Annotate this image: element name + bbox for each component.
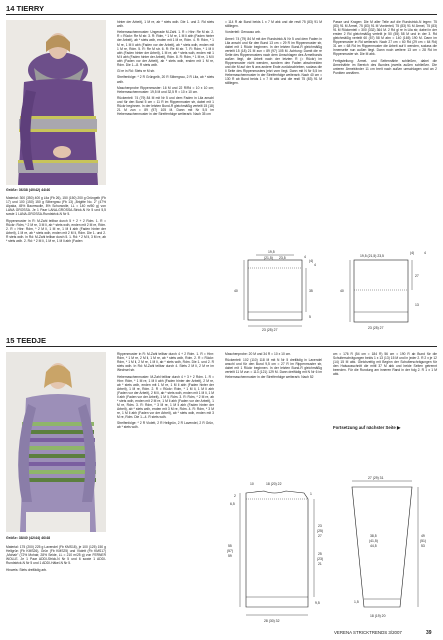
dim-label: 55	[228, 544, 232, 548]
paragraph: Rückenteil: 74 (79) 84 M mit Nr 5 und dem Faden in Lila anschl und für den Bund 5 cm = 11 R im Rippenmuster str, dabei mit 1 Rückr beginnen. In der letzten Bund-R gleichmäßig verteilt 15 (18) 21 M zun = 89 (97) 105 M. Dann mit Nr 5,5 im Hebemaschenmuster in der Streifenfolge weiterarb. Nach 35 cm	[117, 96, 214, 117]
paragraph: Maschenprobe: 20 M und 34 R = 10 x 10 cm.	[225, 352, 292, 356]
paragraph: Streifenfolge: * 2 R Violett, 2 R Hellgrün, 2 R Lavendel, 2 R Grün, ab * stets wdh.	[117, 421, 214, 430]
text-column-tierry-1	[6, 196, 106, 245]
dim-label: 23	[318, 524, 322, 528]
dim-label: (51)	[420, 539, 427, 543]
dim-label: 13	[415, 303, 419, 307]
text-column-teedje-4	[333, 352, 437, 379]
dim-label: 6,5	[230, 502, 235, 506]
schematic-tierry-sleeve	[334, 250, 434, 332]
paragraph: Hinweis: Stets dreifädig arb.	[6, 567, 48, 572]
paragraph: cm = 176 R (54 cm = 184 R) 56 cm = 190 R ab Bund für die Schulterschrägungen beids 1 x 13 (13) 15 M und in jeder 2. R 2 x je 12 (14) 15 M abk. Gleichzeitig mit Beginn der Schulterschrägungen für den Halsausschnitt die mittl 37 M abk und beide Seiten getrennt beenden. Für die Rundung am inneren Rand in der folg 2. R 1 x 1 M abk.	[333, 352, 437, 377]
paragraph: Ärmel: 74 (79) 84 M mit der Rundstrick-N Nr 5 und dem Faden in Lila anschl und für den Bund 13 cm = 29 R im Rippenmuster str, dabei mit 1 Rückr beginnen. In der letzten Bund-R gleichmäßig verteilt 15 (18) 21 M zun = 89 (97) 105 M. Achtung: Damit die re Seite des Rippenmusters nach dem Umschlagen des Ärmelbunds außen liegt, die Arbeit nach der letzten R (= Rückr) im Rippenmuster nicht wenden, sondern den Faden abschneiden und die M auf der N ans andere Ende zurückschieben, sodass die li Seite des Rippenmusters jetzt vorn liegt. Dann mit N Nr 5,5 im Hebemaschenmuster in der Streifenfolge weiterarb. Nach 40 cm = 130 R ab Bund beids 1 x 7 M abk und die restl 75 (83) 91 M stilllegen.	[225, 36, 322, 86]
paragraph: Passe und Kragen: Die M aller Teile auf die Rundstrick-N legen: 75 (83) 91 M Ärmel, 75 (83) 91 M Vorderteil, 75 (83) 91 M Ärmel, 75 (83) 91 M Rückenteil = 300 (332) 364 M. 2 Rd gl re in Lila str, dabei in der ersten 2 Rd gleichmäßig verteilt je 50 (55) 58 M und in der 3. Rd gleichmäßig verteilt 60 (57) 58 M abn = 140 (165) 190 M. Dann im Rippenmuster in Rd weiterarb. Nach 27 cm = 60 Rd (29 cm = 64 Rd) 31 cm = 68 Rd im Rippenmuster die Arbeit auf li wenden, sodass die Innenseite nun außen liegt. Dann noch weitere 13 cm = 28 Rd im Rippenmuster str. Die M abk.	[333, 20, 437, 57]
paragraph: Hebemaschenmuster: Ungerade M-Zahl. 1. R = Hinr: Re M str. 2. R = Rückr: Re M str. 3. R: Rdm, * 1 M re, 1 M li abh (Faden hinter der Arbeit), ab * stets wdh, enden mit 1 M re, Rdm. 4. R: Rdm, * 1 M re, 1 M li abh (Faden vor der Arbeit), ab * stets wdh, enden mit 1 M re, Rdm. 5. R: Re M str. 6. R: Re M str. 7. R: Rdm, * 1 M li abh (Faden hinter der Arbeit), 1 M re, ab * stets wdh, enden mit 1 M li abh (Faden hinter der Arbeit), Rdm. 8. R: Rdm, * 1 M re, 1 M li abh (Faden vor der Arbeit), ab * stets wdh, enden mit 1 M re, Rdm. Die 1.–8. R stets wdh.	[117, 30, 214, 67]
dim-label: 19,5 (21,5) 23,5	[360, 254, 384, 258]
text-column-teedje-2	[117, 352, 214, 432]
dim-label: 53	[421, 544, 425, 548]
dim-label: 19,5	[268, 250, 275, 254]
dim-label: 9,5	[315, 601, 320, 605]
schematic-teedje-body	[226, 475, 332, 625]
dim-label: 1	[310, 492, 312, 496]
dim-label: 21	[318, 562, 322, 566]
text-column-tierry-4	[333, 20, 437, 77]
paragraph: Streifenfolge: * 2 R Grüngelb, 20 R Silbergrau, 2 R Lila, ab * stets wdh.	[117, 75, 214, 84]
dim-label: 5	[309, 315, 311, 319]
dim-label: (4)	[410, 251, 415, 255]
dim-label: 40	[340, 289, 344, 293]
paragraph: Maschenprobe Rippenmuster: 16 M und 22 R/Rd = 10 x 10 cm; Hebemaschenmuster: 19,5 M und 32,5 R = 10 x 10 cm.	[117, 85, 214, 94]
size-label-teedje: Größe: 38/40 (42/44) 46/48	[6, 536, 51, 540]
model-photo-tierry	[6, 20, 106, 185]
model-photo-teedje	[6, 352, 106, 532]
dim-label: 38,5	[370, 534, 377, 538]
size-label-tierry: Größe: 36/38 (40/42) 44/46	[6, 188, 51, 192]
paragraph: Vorderteil: Genauso arb.	[225, 30, 261, 35]
paragraph: Fertigstellung: Ärmel- und Seitennähte schließen, dabei die Ärmelnähte im Bereich des Bundes jeweils außen schließen. Die unteren Ärmelränder 11 cm breit nach außen umschlagen und an 2 Punkten annähen.	[333, 58, 437, 75]
dim-label: 4	[304, 255, 306, 259]
paragraph: Gl re in Rd: Stets re M str.	[117, 69, 155, 74]
paragraph: Hebemaschenmuster: M-Zahl teilbar durch 4 + 3 + 2 Rdm. 1. R = Hinr: Rdm, * 1 M re, 1 M li abh (Faden hinter der Arbeit), 2 M re, ab * stets wdh, enden mit 1 M re, 1 M li abh (Faden hinter der Arbeit), 1 M re, Rdm. 2. R = Rückr: Rdm, * 1 M li, 1 M li abh (Faden vor der Arbeit), 2 M li, ab * stets wdh, enden mit 1 M li, 1 M li abh (Faden vor der Arbeit), 1 M li, Rdm. 3. R: Rdm, * 2 M re, ab * stets wdh, enden mit 2 M re, 1 M li abh (Faden vor der Arbeit), 1 M re, Rdm. 3. R: Rdm, * 3 M re, 1 M li abh (Faden hinter der Arbeit), ab * stets wdh, enden mit 3 M re, Rdm. 4. R: Rdm, * 3 M re, 1 M li abh (Faden vor der Arbeit), ab * stets wdh, enden mit 3 M re, Rdm. Die 1.–4. R stets wdh.	[117, 374, 214, 419]
dim-label: 18 (19) 20	[370, 614, 386, 618]
dim-label: 18 (20) 22	[266, 482, 282, 486]
dim-label: (57)	[227, 549, 234, 553]
dim-label: 28 (30) 32	[264, 619, 280, 623]
dim-label: 40	[234, 289, 238, 293]
footer-magazine: VERENA STRICKTRENDS 3/2007	[334, 630, 402, 635]
paragraph: Material: 300 (350) 400 g Lila (Fb 26), 150 (150) 200 g Grüngelb (Fb 17) und 100 (150) 150 g Silbergrau (Fb 13) „Brigitte No. 2" (47% Alpaka, 45% Baumwolle, 8% Schurwolle, LL = 140 m/50 g) von LANA GROSSA. Je 1 Paar LANA-GROSSA-Strick-N Nr 5 und 5,5 sowie 1 LANA-GROSSA-Rundstrick-N Nr 5.	[6, 196, 106, 217]
schematic-teedje-sleeve	[334, 475, 436, 625]
dim-label: 23,5	[279, 256, 286, 260]
page-number: 39	[426, 630, 432, 636]
dim-label: 10	[250, 482, 254, 486]
schematic-tierry-body	[226, 250, 328, 332]
text-column-teedje-3	[225, 352, 322, 381]
dim-label: (4)	[309, 259, 314, 263]
paragraph: Rückenteil: 102 (110) 118 M mit N Nr 5 dreifädig in Lavendel anschl und für den Bund 9,5 cm = 27 R im Rippenmuster str, dabei mit 1 Rückr beginnen. In der letzten Bund-R gleichmäßig verteilt 11 M zun = 113 (121) 129 M. Dann dreifädig mit N Nr 6 im Hebemaschenmuster in der Streifenfolge weiterarb. Nach 52	[225, 358, 322, 379]
dim-label: 27	[318, 534, 322, 538]
dim-label: 59	[228, 554, 232, 558]
section-header-tierry: 14 TIERRY	[6, 4, 45, 13]
dim-label: 4	[314, 263, 316, 267]
section-header-teedje: 15 TEEDJE	[6, 336, 47, 345]
dim-label: 23 (25) 27	[262, 328, 278, 332]
dim-label: (23)	[317, 557, 324, 561]
paragraph: Rippenmuster in R: M-Zahl teilbar durch 5 + 2 + 2 Rdm. 1. R = Rückr: Rdm, * 2 M re, 3 M li, ab * stets wdh, enden mit 2 M re, Rdm. 2. R = Hinr: Rdm, * 2 M li, 1 M re, 1 M li abh (Faden hinter der Arbeit), 1 M re, ab * stets wdh, enden mit 2 M li, Rdm. Die 1. und 2. R stets wdh. In Rd: M-Zahl teilbar durch 5. 1. Rd: * 2 M li, 3 M re, ab * stets wdh. 2. Rd: * 2 M li, 1 M re, 1 M li abh (Faden	[6, 218, 106, 243]
continue-note: Fortsetzung auf nächster Seite ▶	[333, 425, 401, 430]
section-rule	[6, 14, 437, 15]
paragraph: Rippenmuster in R: M-Zahl teilbar durch 4 + 2 Rdm. 1. R = Hinr: Rdm, * 1 M re, 2 M li, 1 M re, ab * stets wdh, Rdm. 2. R = Rückr: Rdm, * 1 M li, 2 M re, 1 M li, ab * stets wdh, Rdm. Die 1. und 2. R stets wdh. In Rd: M-Zahl teilbar durch 4. Stets 2 M li, 2 M re im Wechsel str.	[117, 352, 214, 373]
dim-label: 44,5	[370, 544, 377, 548]
text-column-tierry-2	[117, 20, 214, 119]
dim-label: (21,5)	[264, 256, 273, 260]
paragraph: = 114 R ab Bund beids 1 x 7 M abk und die restl 75 (83) 91 M stilllegen.	[225, 20, 322, 29]
dim-label: 35	[309, 289, 313, 293]
paragraph: hinter der Arbeit), 1 M re, ab * stets wdh. Die 1. und 2. Rd stets wdh.	[117, 20, 214, 29]
dim-label: 27 (29) 31	[368, 476, 384, 480]
dim-label: (25)	[317, 529, 324, 533]
dim-label: (41,5)	[369, 539, 378, 543]
dim-label: 4	[424, 251, 426, 255]
dim-label: 27	[415, 274, 419, 278]
dim-label: 49	[421, 534, 425, 538]
dim-label: 25	[318, 552, 322, 556]
text-column-teedje-1	[6, 545, 106, 574]
dim-label: 2	[234, 494, 236, 498]
dim-label: 1,5	[354, 600, 359, 604]
text-column-tierry-3	[225, 20, 322, 88]
dim-label: 23 (25) 27	[368, 326, 384, 330]
section-rule	[6, 346, 437, 347]
paragraph: Material: 175 (200) 225 g Lavendel (Fb KMS18), je 100 (125) 150 g Hellgrün (Fb KMS26), Grün (Fb KMS25) und Violett (Fb KMS17) „Mohair" (72% Mohair, 28% Seide, LL = 210 m/25 g) von FERNER WOLLE. Je 1 Paar ADDI-Strick-N Nr 5 und 6 sowie 1 ADDI-Rundstrick-N Nr 5 und 1 ADDI-Häkel-N Nr 5.	[6, 545, 106, 566]
